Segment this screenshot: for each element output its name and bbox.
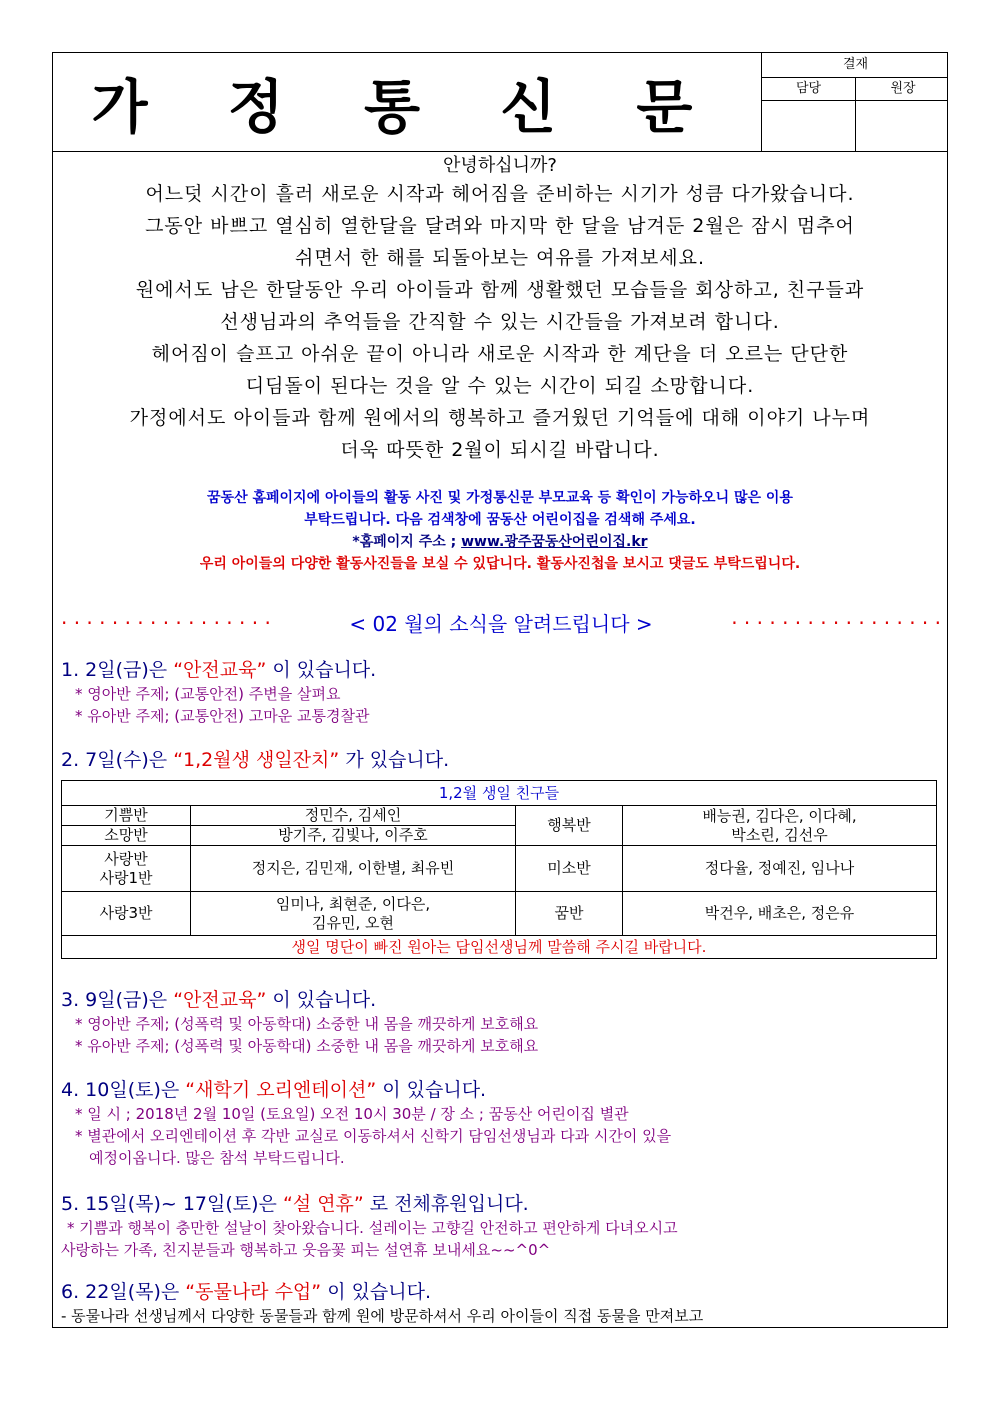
names-cell: 방기주, 김빛나, 이주호: [191, 826, 516, 846]
section-4: [61, 1077, 941, 1169]
section-bullet: * 기쁨과 행복이 충만한 설날이 찾아왔습니다. 설레이는 고향길 안전하고 편안하게 다녀오시고: [67, 1219, 678, 1237]
header: [53, 53, 947, 152]
approval-col-director: 원장: [856, 77, 948, 101]
section-bullet: 사랑하는 가족, 친지분들과 행복하고 웃음꽃 피는 설연휴 보내세요~~^0^: [61, 1241, 551, 1259]
homepage-label: *홈페이지 주소 ;: [352, 534, 462, 550]
class-cell: 사랑3반: [62, 892, 191, 936]
section-bullet: * 영아반 주제; (교통안전) 주변을 살펴요: [75, 685, 341, 703]
class-cell: 행복반: [516, 806, 623, 846]
birthday-footer: 생일 명단이 빠진 원아는 담임선생님께 말씀해 주시길 바랍니다.: [62, 936, 937, 959]
greeting: 안녕하십니까?: [443, 155, 557, 176]
intro-line: 디딤돌이 된다는 것을 알 수 있는 시간이 되길 소망합니다.: [245, 375, 755, 397]
intro-message: [53, 152, 947, 466]
notice-line: 부탁드립니다. 다음 검색창에 꿈동산 어린이집을 검색해 주세요.: [304, 512, 696, 528]
section-bullet: * 영아반 주제; (성폭력 및 아동학대) 소중한 내 몸을 깨끗하게 보호해요: [75, 1015, 539, 1033]
intro-line: 원에서도 남은 한달동안 우리 아이들과 함께 생활했던 모습들을 회상하고, 친구들과: [135, 279, 865, 301]
intro-line: 헤어짐이 슬프고 아쉬운 끝이 아니라 새로운 시작과 한 계단을 더 오르는 단단한: [151, 343, 849, 365]
approval-header: 결재: [762, 53, 948, 78]
names-cell: 배능권, 김다은, 이다혜, 박소린, 김선우: [623, 806, 937, 846]
section-heading: 6. 22일(목)은 “동물나라 수업” 이 있습니다.: [61, 1281, 432, 1303]
homepage-notice: [53, 487, 947, 575]
dots-left: · · · · · · · · · · · · · · · · ·: [61, 610, 271, 635]
notice-line: 우리 아이들의 다양한 활동사진들을 보실 수 있답니다. 활동사진첩을 보시고 댓글도 부탁드립니다.: [199, 556, 801, 572]
intro-line: 쉬면서 한 해를 되돌아보는 여유를 가져보세요.: [295, 247, 705, 269]
section-3: [61, 987, 941, 1057]
notice-line: 꿈동산 홈페이지에 아이들의 활동 사진 및 가정통신문 부모교육 등 확인이 가능하오니 많은 이용: [207, 490, 793, 506]
homepage-link[interactable]: www.광주꿈동산어린이집.kr: [461, 534, 648, 550]
class-cell: 꿈반: [516, 892, 623, 936]
approval-sign-director: [856, 101, 948, 151]
section-1: [61, 657, 941, 727]
approval-col-staff: 담당: [762, 77, 856, 101]
homepage-address: [53, 531, 947, 553]
class-cell: 기쁨반: [62, 806, 191, 826]
class-cell: 사랑반 사랑1반: [62, 846, 191, 892]
newsletter-frame: [52, 52, 948, 1328]
birthday-caption: 1,2월 생일 친구들: [62, 781, 937, 806]
section-bullet: * 유아반 주제; (성폭력 및 아동학대) 소중한 내 몸을 깨끗하게 보호해요: [75, 1037, 539, 1055]
class-cell: 미소반: [516, 846, 623, 892]
names-cell: 정다율, 정예진, 임나나: [623, 846, 937, 892]
section-bullet: 예정이옵니다. 많은 참석 부탁드립니다.: [89, 1149, 345, 1167]
section-heading: 3. 9일(금)은 “안전교육” 이 있습니다.: [61, 989, 377, 1011]
approval-sign-staff: [762, 101, 856, 151]
page-title: 가 정 통 신 문: [91, 73, 723, 141]
intro-line: 가정에서도 아이들과 함께 원에서의 행복하고 즐거웠던 기억들에 대해 이야기 나누며: [129, 407, 871, 429]
intro-line: 더욱 따뜻한 2월이 되시길 바랍니다.: [340, 439, 660, 461]
section-bullet: * 유아반 주제; (교통안전) 고마운 교통경찰관: [75, 707, 370, 725]
intro-line: 선생님과의 추억들을 간직할 수 있는 시간들을 가져보려 합니다.: [220, 311, 780, 333]
dots-right: · · · · · · · · · · · · · · · · ·: [731, 610, 941, 635]
news-header: [61, 608, 941, 637]
class-cell: 소망반: [62, 826, 191, 846]
intro-line: 그동안 바쁘고 열심히 열한달을 달려와 마지막 한 달을 남겨둔 2월은 잠시 멈추어: [145, 215, 855, 237]
news-title: < 02 월의 소식을 알려드립니다 >: [349, 612, 653, 636]
section-bullet: * 별관에서 오리엔테이션 후 각반 교실로 이동하셔서 신학기 담임선생님과 다과 시간이 있을: [75, 1127, 672, 1145]
section-heading: 4. 10일(토)은 “새학기 오리엔테이션” 이 있습니다.: [61, 1079, 487, 1101]
names-cell: 정지은, 김민재, 이한별, 최유빈: [191, 846, 516, 892]
intro-line: 어느덧 시간이 흘러 새로운 시작과 헤어짐을 준비하는 시기가 성큼 다가왔습니다.: [145, 183, 855, 205]
section-6: [61, 1279, 941, 1327]
section-5: [61, 1191, 941, 1261]
section-bullet: * 일 시 ; 2018년 2월 10일 (토요일) 오전 10시 30분 / 장 소 ; 꿈동산 어린이집 별관: [75, 1105, 629, 1123]
names-cell: 임미나, 최현준, 이다은, 김유민, 오현: [191, 892, 516, 936]
section-heading: 5. 15일(목)~ 17일(토)은 “설 연휴” 로 전체휴원입니다.: [61, 1193, 529, 1215]
section-heading: 2. 7일(수)은 “1,2월생 생일잔치” 가 있습니다.: [61, 749, 450, 771]
section-bullet: - 동물나라 선생님께서 다양한 동물들과 함께 원에 방문하셔서 우리 아이들이 직접 동물을 만져보고: [61, 1307, 704, 1325]
section-2: [61, 747, 941, 773]
approval-box: [761, 53, 948, 151]
names-cell: 정민수, 김세인: [191, 806, 516, 826]
names-cell: 박건우, 배초은, 정은유: [623, 892, 937, 936]
section-heading: 1. 2일(금)은 “안전교육” 이 있습니다.: [61, 659, 377, 681]
birthday-table: [61, 780, 937, 959]
